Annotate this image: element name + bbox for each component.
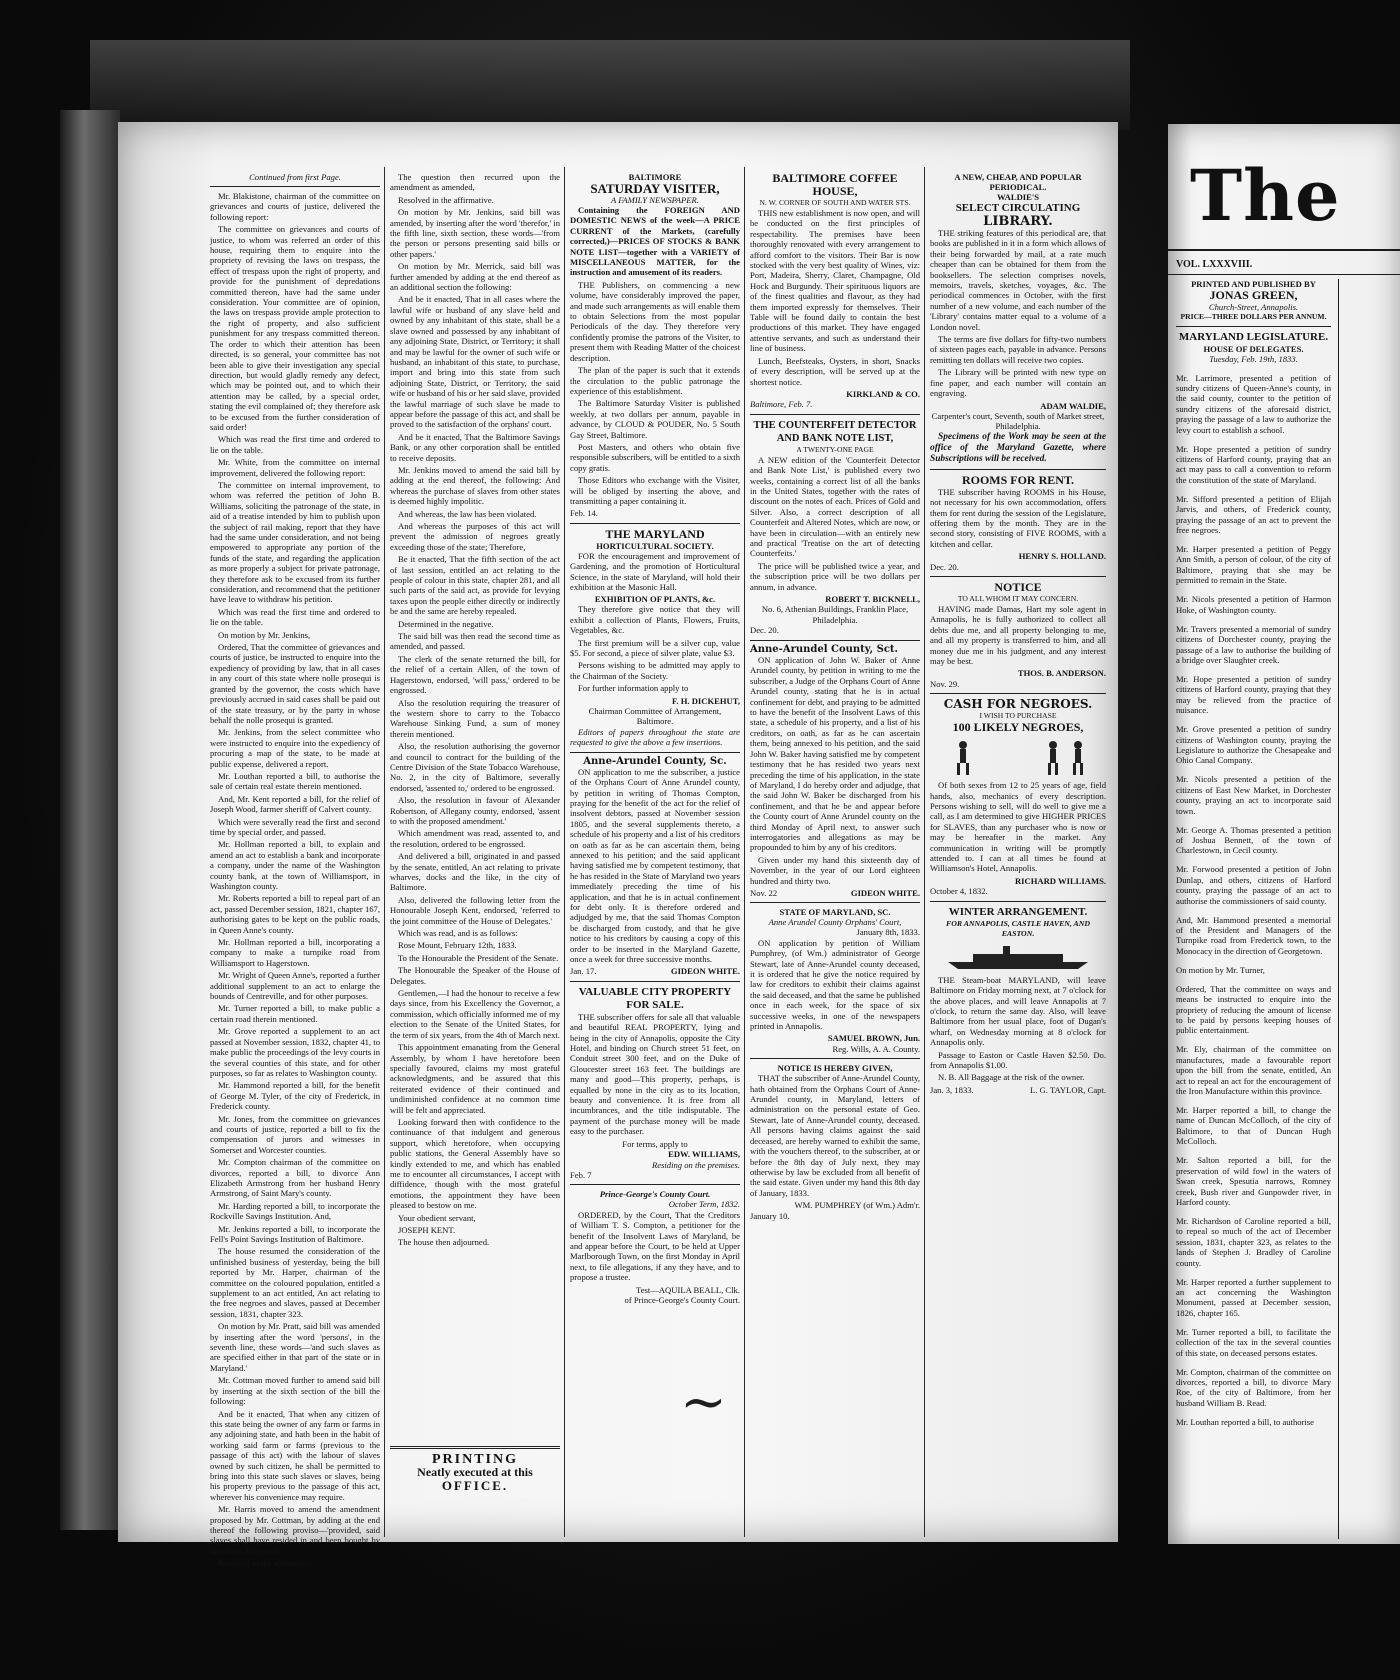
aa2-sign: GIDEON WHITE. [850, 887, 920, 898]
paragraph: THE Publishers, on commencing a new volume, have considerably improved the paper, and made such arrangements as will enable them to obtain Selections from the most popular Periodicals of the day. They therefore very confidently promise the patrons of the Visiter, to present them with Reading Matter of the choicest description. [570, 279, 740, 363]
scan-shadow [90, 40, 1130, 130]
paragraph: Mr. Jenkins reported a bill, to incorporate the Fell's Point Savings Institution of Baltimore. [210, 1223, 380, 1244]
paragraph: Mr. Wright of Queen Anne's, reported a further additional supplement to an act to enlarge the bounds of Centreville, and for other purposes. [210, 970, 380, 1002]
winter-date: Jan. 3, 1833. [930, 1084, 974, 1095]
paragraph: Mr. Turner reported a bill, to make public a certain road therein mentioned. [210, 1003, 380, 1024]
paragraph: Mr. Nicols presented a petition of Harmon Hoke, of Washington county. [1176, 594, 1331, 615]
property-sign2: Residing on the premises. [652, 1159, 740, 1170]
paragraph: Mr. Hammond reported a bill, for the benefit of George M. Tyler, of the city of Frederick, in Frederick county. [210, 1080, 380, 1112]
column-4 [750, 172, 920, 1537]
cash-body: Of both sexes from 12 to 25 years of age, field hands, also, mechanics of every description. Persons wishing to sell, will do well to give me a call, as I am determined to give HIGHER PRICES for SLAVES, than any purchaser who is now or may be hereafter in the market. Any communication in writing will be promptly attended to. I can at all times be found at Williamson's Hotel, Annapolis. [930, 780, 1106, 874]
paragraph: Mr. Sifford presented a petition of Elijah Jarvis, and others, of Frederick county, praying the passage of an act to prevent the free negroes. [1176, 493, 1331, 536]
paragraph: Mr. Cottman moved further to amend said bill by inserting at the sixth section of the bill the following: [210, 1375, 380, 1407]
library-note: Specimens of the Work may be seen at the office of the Maryland Gazette, where Subscriptions will be received. [930, 431, 1106, 464]
paragraph: The Honourable the Speaker of the House of Delegates. [390, 965, 560, 986]
paragraph: Mr. Compton chairman of the committee on divorces, reported a bill, to divorce Ann Elizabeth Armstrong from her husband Henry Armstrong, of Saint Mary's county. [210, 1157, 380, 1199]
column-rule [384, 167, 385, 1537]
volume-number: VOL. LXXXVIII. [1176, 259, 1253, 270]
paragraph: And whereas, the law has been violated. [398, 508, 537, 519]
printing-office: OFFICE. [441, 1478, 509, 1493]
notice-sign: THOS. B. ANDERSON. [1017, 668, 1106, 679]
winter-note-2: N. B. All Baggage at the risk of the owner. [938, 1072, 1085, 1083]
cash-heading: CASH FOR NEGROES. [943, 697, 1093, 712]
paragraph: Which was read the first time and ordered to lie on the table. [210, 606, 380, 628]
paragraph: Mr. Grove presented a petition of sundry citizens of Washington county, praying the Legislature to authorize the Chesapeake and Ohio Canal Company. [1176, 724, 1331, 766]
ink-mark: ~ [680, 1370, 727, 1435]
visiter-name: SATURDAY VISITER, [590, 181, 720, 196]
library-body: THE striking features of this periodical are, that books are published in it in a form which allows of their being forwarded by mail, at a rate much cheaper than can be obtained for them from the booksellers. The selection comprises novels, memoirs, travels, sketches, voyages, &c. The periodical commences in October, with the first number of a new volume, and each number of the 'Library' contains matter equal to a volume of a London novel. [930, 228, 1106, 332]
notice-body: HAVING made Damas, Hart my sole agent in Annapolis, he is fully authorized to collect all debts due me, and all property belonging to me, and all my property is transferred to him, and all money due me in his judgment, and any interest may be best. [930, 603, 1106, 666]
printer-name: JONAS GREEN, [1209, 288, 1298, 302]
cash-date: October 4, 1832. [930, 886, 988, 897]
library-address: Carpenter's court, Seventh, south of Market street, Philadelphia. [931, 410, 1105, 432]
paragraph: Determined in the negative. [398, 618, 494, 629]
property-sign: EDW. WILLIAMS, [668, 1149, 740, 1160]
coffee-heading-2: HOUSE, [812, 184, 858, 198]
paragraph: Mr. Hope presented a petition of sundry citizens of Harford county, praying that they may be relieved from the practice of nuisance. [1176, 673, 1331, 716]
nh-heading: NOTICE IS HEREBY GIVEN, [777, 1063, 893, 1074]
property-body: THE subscriber offers for sale all that valuable and beautiful REAL PROPERTY, lying and being in the city of Annapolis, opposite the City Hotel, and binding on Church street 51 feet, on Conduit street 300 feet, and on the Duke of Gloucester street 163 feet. The buildings are many and good—This property, perhaps, is equalled by none in the city as to its location, beauty and convenience. It is free from all incumbrances, and the title indisputable. The payment of the purchase money will be made easy to the purchaser. [570, 1011, 740, 1137]
paragraph: And be it enacted, That in all cases where the lawful wife or husband of any slave held and owned by any inhabitant of this state, shall be a slave owned and possessed by any inhabitant of any adjoining State, District, or Territory; it shall and may be lawful for the owner of such wife or husband, an inhabitant of this state, to purchase, import and bring into this state from such adjoining State, District, or Territory, the said wife or husband of his or her said slave, provided the lawful marriage of such slave be made to appear before the passage of this act, and shall be proved to the satisfaction of the orphans' court. [390, 294, 560, 430]
paragraph: Mr. Harper reported a further supplement to an act concerning the Washington Monument, passed at December session, 1826, chapter 165. [1176, 1276, 1331, 1318]
paragraph: The committee on grievances and courts of justice, to whom was referred an order of this house, requiring them to enquire into the propriety of revising the laws on trespass, the effect of trespass upon the right of property, and provide for the punishment of depredations committed thereon, have had the same under consideration. Your committee are of opinion, the laws on trespass provide ample protection to the right of property, and also sufficient punishment for any trespass committed thereon. The order to which their attention has been directed, is so general, your committee has not been able to give their investigation any special direction, but would gladly remedy any defect, which may be pointed out, and to which their attention may be called, by a special order, stating the evil complained of; they therefore ask to be excused from the further consideration of said order! [210, 224, 380, 432]
steamboat-woodcut [943, 942, 1093, 972]
notice-heading: NOTICE [994, 579, 1042, 594]
paragraph: Mr. George A. Thomas presented a petition of Joshua Bennett, of the town of Charlestown, in Cecil county. [1176, 824, 1331, 856]
price-line: PRICE—THREE DOLLARS PER ANNUM. [1180, 312, 1327, 321]
paragraph: Mr. Nicols presented a petition of the citizens of East New Market, in Dorchester county, praying an act to incorporate said town. [1176, 774, 1331, 816]
house-heading: HOUSE OF DELEGATES. [1203, 344, 1304, 354]
session-date: Tuesday, Feb. 19th, 1833. [1209, 354, 1298, 364]
paragraph: And be it enacted, That when any citizen of this state being the owner of any farm or farms in any adjoining state, and hath been in the habit of working said farm or farms (previous to the passage of this act) with the labour of slaves owned by such citizen, he shall be permitted to bring into this state such slaves or slaves, being his property previous to the passage of this act, wherever his convenience may require. [210, 1408, 380, 1502]
aa-body: ON application to me the subscriber, a justice of the Orphans Court of Anne Arundel county, by petition in writing of Thomas Compton, praying for the benefit of the act for the relief of insolvent debtors, passed at November session 1805, and the several supplements thereto, a schedule of his property and a list of his creditors on oath as far as he can ascertain them, being annexed to his petition; and the said applicant having satisfied me by competent testimony, that he has resided in the State of Maryland two years immediately preceding the time of his application, and that he is in actual confinement for debt only. It is therefore ordered and adjudged by me, that the said Thomas Compton be discharged from custody, and that he give notice to his creditors by causing a copy of this order to be inserted in the Maryland Gazette, once a week for three successive months. [570, 766, 740, 964]
column-2-body [390, 172, 560, 1442]
paragraph: Ordered, That the committee of grievances and courts of justice, be instructed to enquire into the expediency of providing by law, that in all cases in any court of this state where nolle prosequi is granted by the governor, the costs which have previously accrued in said cases shall be paid out of the state treasury, or by the party in whose behalf the nolle prosequi is granted. [210, 642, 380, 725]
column-rule [564, 167, 565, 1537]
paragraph: The plan of the paper is such that it extends the circulation to the public patronage the experience of this establishment. [570, 365, 740, 396]
coffee-extra: Lunch, Beefsteaks, Oysters, in short, Snacks of every description, will be served up at the shortest notice. [750, 355, 920, 387]
paragraph: And, Mr. Hammond presented a memorial of the President and Managers of the Turnpike road from Frederick town, to the Monocacy in the direction of Georgetown. [1176, 914, 1331, 956]
winter-sub: FOR ANNAPOLIS, CASTLE HAVEN, AND EASTON. [946, 918, 1090, 938]
paragraph: Mr. Harris moved to amend the amendment proposed by Mr. Cottman, by adding at the end thereof the following proviso—'provided, said slaves shall have resided in and been bought by him from Maryland.' [210, 1504, 380, 1556]
visiter-city: BALTIMORE [628, 172, 682, 182]
property-terms: For terms, apply to [622, 1138, 688, 1149]
counterfeit-address: No. 6, Athenian Buildings, Franklin Place, Philadelphia. [761, 604, 909, 625]
column-1-body [210, 191, 380, 1569]
pg-heading: Prince-George's County Court. [599, 1189, 711, 1200]
sm-sub: Anne Arundel County Orphans' Court, [768, 917, 902, 928]
paragraph: JOSEPH KENT. [398, 1225, 456, 1235]
paragraph: Mr. Travers presented a memorial of sundry citizens of Dorchester county, praying the passage of a law to authorise the building of a bridge over Slaughter creek. [1176, 623, 1331, 665]
hort-heading: THE MARYLAND [605, 526, 705, 541]
paragraph: This appointment emanating from the General Assembly, by whom I have heretofore been specially favoured, claims my most grateful acknowledgments, and be assured that this reiterated evidence of their continued and undiminished confidence at no common time will be felt and appreciated. [390, 1042, 560, 1115]
paragraph: Mr. Jenkins, from the select committee who were instructed to enquire into the expediency of procuring a map of the state, to be made at public expense, delivered a report. [210, 727, 380, 769]
column-5 [930, 172, 1106, 1537]
paragraph: Mr. Forwood presented a petition of John Dunlap, and others, citizens of Harford county, praying the passage of an act to authorise the commissioners of said county. [1176, 864, 1331, 906]
paragraph: The said bill was then read the second time as amended, and passed. [390, 631, 560, 652]
counterfeit-heading: THE COUNTERFEIT DETECTOR AND BANK NOTE LIST, [753, 419, 917, 444]
book-spine [60, 110, 120, 1530]
winter-body: THE Steam-boat MARYLAND, will leave Baltimore on Friday morning next, at 7 o'clock for the above places, and will leave Annapolis at 7 o'clock, to return the same day. Also, will leave Baltimore from her usual place, foot of Dugan's wharf, on Wednesday morning at 8 o'clock for Annapolis only. [930, 974, 1106, 1048]
paragraph: Mr. Larrimore, presented a petition of sundry citizens of Queen-Anne's county, in the said county, counter to the petition of sundry citizens of the aforesaid district, praying the passage of a law to authorize the levy court to establish a school. [1176, 372, 1331, 435]
sm-body: ON application by petition of William Pumphrey, (of Wm.) administrator of George Stewart, late of Anne-Arundel county deceased, it is ordered that he give the notice required by law for creditors to exhibit their claims against the said deceased, and that the same be published once in each week, for the space of six successive weeks, in one of the newspapers printed in Annapolis. [750, 937, 920, 1032]
hort-paragraphs [570, 604, 740, 693]
paragraph: On motion by Mr. Jenkins, said bill was amended, by inserting after the word 'therefor,' in the fifth line, sixth section, these words—'from the person or persons presenting said bills or other papers.' [390, 207, 560, 259]
paragraph: Be it enacted, That the fifth section of the act of last session, entitled an act relating to the people of colour in this state, chapter 281, and all such parts of the said act, as provide for levying taxes upon the people either directly or indirectly be and the same are hereby repealed. [390, 554, 560, 617]
paragraph: Mr. Harding reported a bill, to incorporate the Rockville Savings Institution. And, [210, 1200, 380, 1222]
paragraph: On motion by Mr. Turner, [1176, 964, 1265, 975]
column-rule [924, 167, 925, 1537]
continued-label: Continued from first Page. [249, 172, 341, 182]
visiter-summary: Containing the FOREIGN AND DOMESTIC NEWS of the week—A PRICE CURRENT of the Markets, (carefully corrected,)—PRICES OF STOCKS & BANK NOTE LIST—together with a VARIETY of MISCELLANEOUS MATTER, for the instruction and amusement of its readers. [570, 205, 740, 278]
paragraph: Gentlemen,—I had the honour to receive a few days since, from his Excellency the Governor, a commission, which officially informed me of my election to the Senate of the United States, for the term of six years, from the 4th of March next. [390, 988, 560, 1040]
property-date: Feb. 7 [570, 1169, 592, 1180]
paragraph: Mr. Louthan reported a bill, to authorise [1176, 1416, 1314, 1427]
left-newspaper-page [118, 122, 1118, 1569]
paragraph: Also the resolution requiring the treasurer of the western shore to carry to the Tobacco Warehouse Sinking Fund, a sum of money therein mentioned. [390, 697, 560, 739]
paragraph: On motion by Mr. Pratt, said bill was amended by inserting after the word 'persons', in the seventh line, these words—'and such slaves as are specified either in that part of the state or in Maryland.' [210, 1321, 380, 1373]
paragraph: Which was read the first time and ordered to lie on the table. [210, 434, 380, 455]
paragraph: On motion by Mr. Jenkins, [218, 629, 311, 640]
counterfeit-body-2: The price will be published twice a year, and the subscription price will be two dollars per annum, in advance. [750, 560, 920, 592]
pg-sign2: of Prince-George's County Court. [624, 1294, 740, 1305]
masthead: The [1190, 154, 1341, 237]
pg-body: ORDERED, by the Court, That the Creditors of William T. S. Compton, a petitioner for the benefit of the Insolvent Laws of Maryland, be and appear before the Court, to be held at Upper Marlborough Town, on the first Monday in April next, to file allegations, if any they have, and to propose a trustee. [570, 1209, 740, 1283]
paragraph: Mr. Harper presented a petition of Peggy Ann Smith, a person of colour, of the city of Baltimore, praying that she may be permitted to remain in the State. [1176, 544, 1331, 586]
cash-sub: I WISH TO PURCHASE [979, 711, 1057, 721]
counterfeit-body: A NEW edition of the 'Counterfeit Detector and Bank Note List,' is published every two weeks, containing a correct list of all the banks in the United States, together with the rates of discount on the notes of each. Prices of Gold and Silver. Also, a correct description of all Counterfeit and Altered Notes, which are now, or have been in circulation—with an entirely new and practical 'Treatise on the art of detecting Counterfeits.' [750, 454, 920, 559]
paragraph: Mr. Blakistone, chairman of the committee on grievances and courts of justice, delivered the following report: [210, 191, 380, 222]
paragraph: Mr. Salton reported a bill, for the preservation of wild fowl in the waters of Swan creek, Spesutia narrows, Romney creek, Bush river and Gunpowder river, in Harford county. [1176, 1155, 1331, 1207]
right-newspaper-page [1168, 124, 1400, 1544]
legislature-paragraphs [1176, 373, 1331, 1428]
coffee-sign: KIRKLAND & CO. [846, 388, 920, 399]
pg-sign: Test—AQUILA BEALL, Clk. [636, 1284, 740, 1295]
property-heading: VALUABLE CITY PROPERTY [578, 985, 732, 998]
paragraph: The committee on internal improvement, to whom was referred the petition of John B. Williams, soliciting the patronage of the state, in aid of a treatise intended by him to publish upon the subject of rail making, report that they have had the same under consideration, and not being empowered to appropriate any portion of the funds of the state, and regarding the application as more properly a subject for private patronage, they therefore ask to be excused from its further consideration, and recommend that the petitioner have leave to withdraw his petition. [210, 479, 380, 605]
counterfeit-date: Dec. 20. [750, 625, 779, 636]
right-column-1 [1176, 279, 1331, 1539]
legislature-heading: MARYLAND LEGISLATURE. [1178, 331, 1329, 343]
paragraph: And whereas the purposes of this act will prevent the admission of negroes greatly exceeding those of the state; Therefore, [390, 521, 560, 552]
hort-sign2: Chairman Committee of Arrangement, Baltimore. [588, 706, 722, 727]
sm-date: January 8th, 1833. [856, 927, 920, 938]
counterfeit-sub: A TWENTY-ONE PAGE [796, 444, 874, 454]
paragraph: The house resumed the consideration of the unfinished business of yesterday, being the bill reported by Mr. Harper, chairman of the committee on the coloured population, entitled a supplement to an act entitled, An act relating to the free negroes and slaves, passed at December session, 1831, chapter 323. [210, 1246, 380, 1319]
printing-line: Neatly executed at this [417, 1465, 533, 1479]
library-sign: ADAM WALDIE, [1040, 400, 1106, 411]
paragraph: Those Editors who exchange with the Visiter, will be obliged by inserting the above, and transmitting a paper containing it. [570, 475, 740, 506]
paragraph: For further information apply to [578, 683, 689, 694]
paragraph: Which amendment was read, assented to, and the resolution, ordered to be engrossed. [390, 828, 560, 849]
column-2 [390, 172, 560, 1537]
paragraph: Also, the resolution in favour of Alexander Robertson, of Allegany county, endorsed, 'assent to with the proposed amendment.' [390, 795, 560, 826]
paragraph: Mr. Harper reported a bill, to change the name of Duncan McColloch, of the city of Baltimore, to that of Duncan Hugh McColloch. [1176, 1105, 1331, 1147]
paragraph: Also, delivered the following letter from the Honourable Joseph Kent, endorsed, 'referred to the joint committee of the House of Delegates.' [390, 894, 560, 926]
paragraph: Mr. Jones, from the committee on grievances and courts of justice, reported a bill to fix the compensation of jurors and witnesses in Somerset and Worcester counties. [210, 1113, 380, 1155]
aa2-heading: Anne-Arundel County, Sct. [750, 643, 899, 655]
cash-big: 100 LIKELY NEGROES, [952, 720, 1084, 735]
library-title-2: LIBRARY. [983, 214, 1053, 229]
hort-note: Editors of papers throughout the state are requested to give the above a few insertions. [570, 726, 740, 748]
printed-label: PRINTED AND PUBLISHED BY [1191, 279, 1316, 289]
paragraph: Resolved in the affirmative. [218, 1558, 314, 1569]
paragraph: On motion by Mr. Merrick, said bill was further amended by adding at the end thereof as an additional section the following: [390, 261, 560, 293]
visiter-date: Feb. 14. [570, 508, 598, 519]
paragraph: Resolved in the affirmative. [398, 194, 494, 205]
paragraph: And delivered a bill, originated in and passed by the senate, entitled, An act relating to private wharves, docks and the like, in the city of Baltimore. [390, 851, 560, 893]
paragraph: The first premium will be a silver cup, value $5. For second, a piece of silver plate, value $3. [570, 637, 740, 659]
hort-body: FOR the encouragement and improvement of Gardening, and the promotion of Horticultural Science, in the state of Maryland, will hold their exhibition at the Masonic Hall. [570, 550, 740, 592]
rooms-date: Dec. 20. [930, 561, 959, 572]
column-1 [210, 172, 380, 1569]
winter-heading: WINTER ARRANGEMENT. [948, 905, 1088, 918]
library-body-3: The Library will be printed with new type on fine paper, and each number will contain an engraving. [930, 367, 1106, 399]
paragraph: They therefore give notice that they will exhibit a collection of Plants, Flowers, Fruits, Vegetables, &c. [570, 604, 740, 636]
paragraph: Which were severally read the first and second time by special order, and passed. [210, 816, 380, 837]
paragraph: Persons wishing to be admitted may apply to the Chairman of the Society. [570, 660, 740, 681]
aa2-body-2: Given under my hand this sixteenth day of November, in the year of our Lord eighteen hundred and thirty two. [750, 854, 920, 886]
paragraph: Rose Mount, February 12th, 1833. [398, 940, 517, 951]
paragraph: Your obedient servant, [398, 1212, 476, 1223]
visiter-paragraphs [570, 280, 740, 507]
paragraph: Mr. Turner reported a bill, to facilitate the collection of the tax in the several counties of this state, on deceased persons estates. [1176, 1326, 1331, 1358]
hort-exhibit: EXHIBITION OF PLANTS, &c. [594, 594, 716, 605]
property-sub: FOR SALE. [626, 998, 684, 1011]
paragraph: Which was read, and is as follows: [398, 928, 518, 939]
winter-note: Passage to Easton or Castle Haven $2.50. Do. from Annapolis $1.00. [930, 1049, 1106, 1070]
library-title: SELECT CIRCULATING [955, 202, 1081, 214]
paragraph: Mr. Grove reported a supplement to an act passed at November session, 1832, chapter 41, to make public the proceedings of the levy courts in the several counties of this state, and for other purposes, so far as relates to Washington county. [210, 1026, 380, 1078]
paragraph: To the Honourable the President of the Senate. [398, 952, 559, 963]
paragraph: Mr. White, from the committee on internal improvement, delivered the following report: [210, 457, 380, 478]
library-head-2: PERIODICAL. [989, 182, 1047, 192]
paragraph: Mr. Richardson of Caroline reported a bill, to repeal so much of the act of December session, 1831, chapter 323, as relates to the lands of Stephen J. Bradley of Caroline county. [1176, 1215, 1331, 1268]
paragraph: The Baltimore Saturday Visiter is published weekly, at two dollars per annum, payable in advance, by CLOUD & POUDER, No. 5 South Gay Street, Baltimore. [570, 398, 740, 440]
aa-date: Jan. 17. [570, 966, 597, 977]
nh-body: THAT the subscriber of Anne-Arundel County, hath obtained from the Orphans Court of Anne-Arundel county, in Maryland, letters of administration on the personal estate of Geo. Stewart, late of Anne-Arundel county, deceased. All persons having claims against the said deceased, are hereby warned to exhibit the same, with the vouchers thereof, to the subscriber, at or before the 8th day of July next, they may otherwise by law be excluded from all benefit of the said estate. Given under my hand this 8th day of January, 1833. [750, 1073, 920, 1198]
paragraph: The clerk of the senate returned the bill, for the relief of a certain Allen, of the town of Hagerstown, endorsed, 'will pass,' ordered to be engrossed. [390, 653, 560, 696]
coffee-address: N. W. CORNER OF SOUTH AND WATER STS. [759, 198, 911, 207]
notice-date: Nov. 29. [930, 678, 960, 689]
counterfeit-sign: ROBERT T. BICKNELL, [825, 594, 920, 604]
library-body-2: The terms are five dollars for fifty-two numbers of sixteen pages each, payable in advance. Persons remitting ten dollars will receive two copies. [930, 334, 1106, 365]
coffee-heading: BALTIMORE COFFEE [772, 171, 898, 185]
paragraph: The question then recurred upon the amendment as amended, [390, 172, 560, 193]
hort-sign: F. H. DICKEHUT, [671, 695, 740, 706]
aa2-date: Nov. 22 [750, 887, 778, 898]
cash-sign: RICHARD WILLIAMS. [1014, 875, 1106, 886]
library-head: A NEW, CHEAP, AND POPULAR [954, 172, 1082, 182]
paragraph: Mr. Ely, chairman of the committee on manufactures, made a favourable report upon the bill from the senate, entitled, An act to repeal an act for the encouragement of the Iron Manufacture within this province. [1176, 1044, 1331, 1097]
nh-date: January 10. [750, 1210, 790, 1221]
column-3 [570, 172, 740, 1537]
paragraph: And, Mr. Kent reported a bill, for the relief of Joseph Wood, farmer sheriff of Calvert county. [210, 793, 380, 815]
rooms-body: THE subscriber having ROOMS in his House, not necessary for his own accommodation, offers them for rent during the session of the Legislature, offering them by the month. They are in the second story, consisting of FIVE ROOMS, with a kitchen and cellar. [930, 486, 1106, 549]
paragraph: The house then adjourned. [398, 1237, 490, 1248]
paragraph: Mr. Roberts reported a bill to repeal part of an act, passed December session, 1821, chapter 167, authorising gates to be kept on the public roads, in Queen Anne's county. [210, 893, 380, 935]
sm-sign: SAMUEL BROWN, Jun. [827, 1033, 920, 1044]
paragraph: Mr. Jenkins moved to amend the said bill by adding at the end thereof, the following: And whereas the purchase of slaves from other states is deemed highly impolitic. [390, 464, 560, 507]
paragraph: Looking forward then with confidence to the continuance of that indulgent and generous support, which heretofore, when occupying public stations, the General Assembly have so kindly extended to me, and which has enabled me to encounter all circumstances, I accept with diffidence, though with the most grateful emotions, the appointment they have been pleased to bestow on me. [390, 1116, 560, 1211]
printer-place: Church-Street, Annapolis. [1208, 302, 1299, 312]
hort-name: HORTICULTURAL SOCIETY. [596, 540, 714, 551]
column-rule [744, 167, 745, 1537]
winter-sign: L. G. TAYLOR, Capt. [1030, 1084, 1106, 1095]
paragraph: Mr. Hope presented a petition of sundry citizens of Harford county, praying that an act may pass to call a convention to reform the constitution of the state of Maryland. [1176, 443, 1331, 485]
paragraph: Mr. Louthan reported a bill, to authorise the sale of certain real estate therein mentioned. [210, 770, 380, 792]
printing-title: PRINTING [431, 1452, 518, 1467]
aa-heading: Anne-Arundel County, Sc. [583, 755, 727, 767]
coffee-body: THIS new establishment is now open, and will be conducted on the first principles of respectability. The premises have been thoroughly renovated with every arrangement to afford comfort to the visitors. Their Bar is now stocked with the very best quality of Wines, viz: Port, Madeira, Sherry, Claret, Champagne, Old Hock and Burgundy. Their spirituous liquors are of the finest qualities and flavour, as they had them imported expressly for themselves. Their Table will be found daily to contain the best productions of this market. They have engaged attentive servants, and such as understand their line of business. [750, 208, 920, 354]
nh-sign: WM. PUMPHREY (of Wm.) Adm'r. [794, 1200, 920, 1211]
pg-term: October Term, 1832. [668, 1199, 740, 1210]
paragraph: Also, the resolution authorising the governor and council to contract for the building of the Centre Division of the State Tobacco Warehouse, No. 2, in the city of Baltimore, severally endorsed, 'assented to,' ordered to be engrossed. [390, 741, 560, 793]
sm-sign2: Reg. Wills, A. A. County. [832, 1043, 920, 1054]
aa-sign: GIDEON WHITE. [670, 966, 740, 977]
notice-sub: TO ALL WHOM IT MAY CONCERN. [957, 593, 1079, 603]
visiter-subtitle: A FAMILY NEWSPAPER. [611, 195, 699, 205]
sm-heading: STATE OF MARYLAND, SC. [779, 907, 891, 918]
paragraph: Post Masters, and others who obtain five responsible subscribers, will be entitled to a sixth copy gratis. [570, 441, 740, 473]
figures-woodcut [943, 737, 1093, 777]
paragraph: Ordered, That the committee on ways and means be instructed to enquire into the propriety of reducing the amount of license to be paid by persons keeping houses of public entertainment. [1176, 983, 1331, 1036]
coffee-date: Baltimore, Feb. 7. [750, 399, 813, 410]
aa2-body: ON application of John W. Baker of Anne Arundel county, by petition in writing to me the subscriber, a Judge of the Orphans Court of Anne Arundel county, stating that he is in actual confinement for debt, and praying to be admitted to have the benefit of the Insolvent Laws of this state, a schedule of his property, and a list of his creditors, on oath, as far as he can ascertain them, being annexed to his petition, and the said John W. Baker having satisfied me by competent testimony that he has resided two years next preceding the time of his application, in the state of Maryland, I do hereby order and adjudge, that the said John W. Baker be discharged from his confinement, and that he be and appear before the County court of Anne Arundel county on the third Monday of April next, to answer such interrogatories and allegations as may be propounded to him by any of his creditors. [750, 655, 920, 853]
library-name: WALDIE'S [996, 192, 1040, 202]
paragraph: Mr. Hollman reported a bill, incorporating a company to make a turnpike road from Williamsport to Hagerstown. [210, 937, 380, 968]
rooms-heading: ROOMS FOR RENT. [961, 472, 1075, 487]
paragraph: Mr. Hollman reported a bill, to explain and amend an act to establish a bank and incorporate a company, under the name of the Washington county bank, at the town of Williamsport, in Washington county. [210, 839, 380, 891]
paragraph: Mr. Compton, chairman of the committee on divorces, reported a bill, to divorce Mary Roe, of the city of Baltimore, from her husband William B. Read. [1176, 1366, 1331, 1408]
paragraph: And be it enacted, That the Baltimore Savings Bank, or any other corporation shall be entitled to receive deposits. [390, 431, 560, 463]
rooms-sign: HENRY S. HOLLAND. [1018, 551, 1106, 562]
